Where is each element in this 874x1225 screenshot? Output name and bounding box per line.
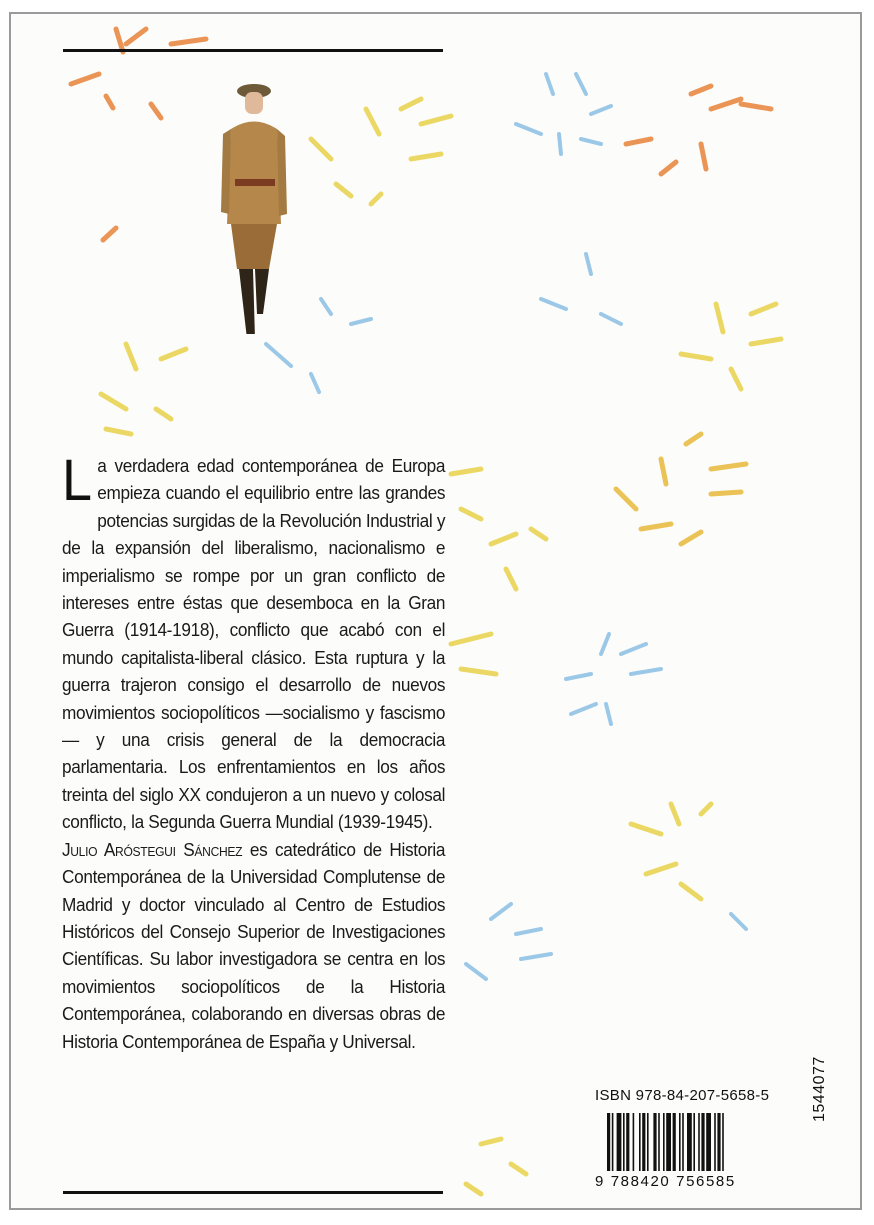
- barcode: [605, 1113, 781, 1171]
- bottom-rule: [63, 1191, 443, 1194]
- barcode-digits: 9 788420 756585: [595, 1173, 736, 1190]
- synopsis-paragraph: a verdadera edad contemporánea de Europa empieza cuando el equilibrio entre las grandes potencias surgidas de la Revolución Industrial y de la expansión del liberalismo, nacionalismo e imperialismo se rompe por un gran conflicto de intereses entre éstas que desemboca en la Gran Guerra (1914-1918), conflicto que acabó con el mundo capitalista-liberal clásico. Esta ruptura y la guerra trajeron consigo el desarrollo de nuevos movimientos sociopolíticos —socialismo y fascismo— y una crisis general de la democracia parlamentaria. Los enfrentamientos en los años treinta del siglo XX condujeron a un nuevo y colosal conflicto, la Segunda Guerra Mundial (1939-1945).: [62, 455, 446, 833]
- author-bio: es catedrático de Historia Contemporánea de la Universidad Complutense de Madrid y doctor vinculado al Centro de Estudios Históricos del Consejo Superior de Investigaciones Científicas. Su labor investigadora se centra en los movimientos sociopolíticos de la Historia Contemporánea, colaborando en diversas obras de Historia Contemporánea de España y Universal.: [62, 838, 446, 1052]
- author-name: Julio Aróstegui Sánchez: [62, 838, 243, 860]
- synopsis-text: [62, 448, 446, 1055]
- drop-cap-letter: L: [62, 448, 92, 513]
- top-rule: [63, 49, 443, 52]
- isbn-barcode-block: [595, 1087, 795, 1192]
- isbn-label: ISBN 978-84-207-5658-5: [595, 1087, 770, 1104]
- side-product-code: 1544077: [811, 1056, 828, 1122]
- book-back-cover: [9, 12, 862, 1210]
- uniformed-figure-illustration: [217, 74, 287, 334]
